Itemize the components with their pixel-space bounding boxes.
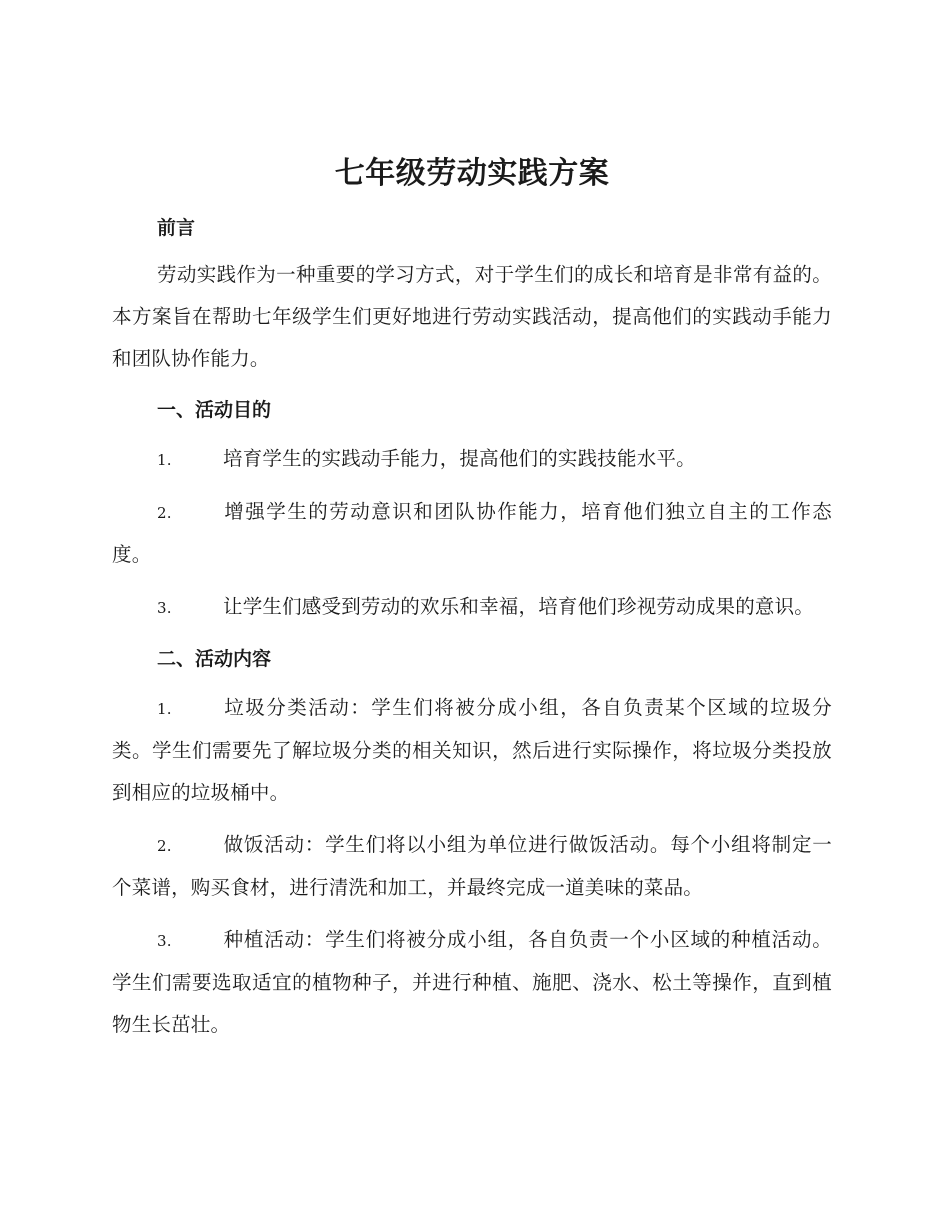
section-content xyxy=(112,639,832,1046)
list-item-number: 1. xyxy=(157,700,172,718)
list-item-text: 增强学生的劳动意识和团队协作能力，培育他们独立自主的工作态度。 xyxy=(112,500,832,566)
list-item-text: 培育学生的实践动手能力，提高他们的实践技能水平。 xyxy=(223,447,696,470)
list-item xyxy=(112,687,832,814)
list-item-text: 做饭活动：学生们将以小组为单位进行做饭活动。每个小组将制定一个菜谱，购买食材，进行清洗和加工，并最终完成一道美味的菜品。 xyxy=(112,833,832,899)
section-heading: 二、活动内容 xyxy=(157,648,272,670)
list-item-number: 1. xyxy=(157,451,172,469)
preface-paragraph: 劳动实践作为一种重要的学习方式，对于学生们的成长和培育是非常有益的。本方案旨在帮助七年级学生们更好地进行劳动实践活动，提高他们的实践动手能力和团队协作能力。 xyxy=(112,263,832,370)
list-item-text: 让学生们感受到劳动的欢乐和幸福，培育他们珍视劳动成果的意识。 xyxy=(223,595,815,618)
list-item xyxy=(112,491,832,576)
section-heading: 一、活动目的 xyxy=(157,399,272,421)
document-page xyxy=(112,150,832,1056)
list-item xyxy=(112,438,832,481)
list-item-text: 种植活动：学生们将被分成小组，各自负责一个小区域的种植活动。学生们需要选取适宜的植物种子，并进行种植、施肥、浇水、松土等操作，直到植物生长茁壮。 xyxy=(112,928,832,1036)
list-item xyxy=(112,919,832,1046)
document-title: 七年级劳动实践方案 xyxy=(334,156,610,191)
list-item-number: 3. xyxy=(157,932,172,950)
list-item xyxy=(112,824,832,909)
list-item-text: 垃圾分类活动：学生们将被分成小组，各自负责某个区域的垃圾分类。学生们需要先了解垃圾分类的相关知识，然后进行实际操作，将垃圾分类投放到相应的垃圾桶中。 xyxy=(112,696,832,804)
list-item-number: 2. xyxy=(157,837,172,855)
section-purpose xyxy=(112,390,832,629)
preface-heading: 前言 xyxy=(157,217,196,239)
list-item-number: 2. xyxy=(157,504,172,522)
list-item-number: 3. xyxy=(157,599,172,617)
list-item xyxy=(112,586,832,629)
